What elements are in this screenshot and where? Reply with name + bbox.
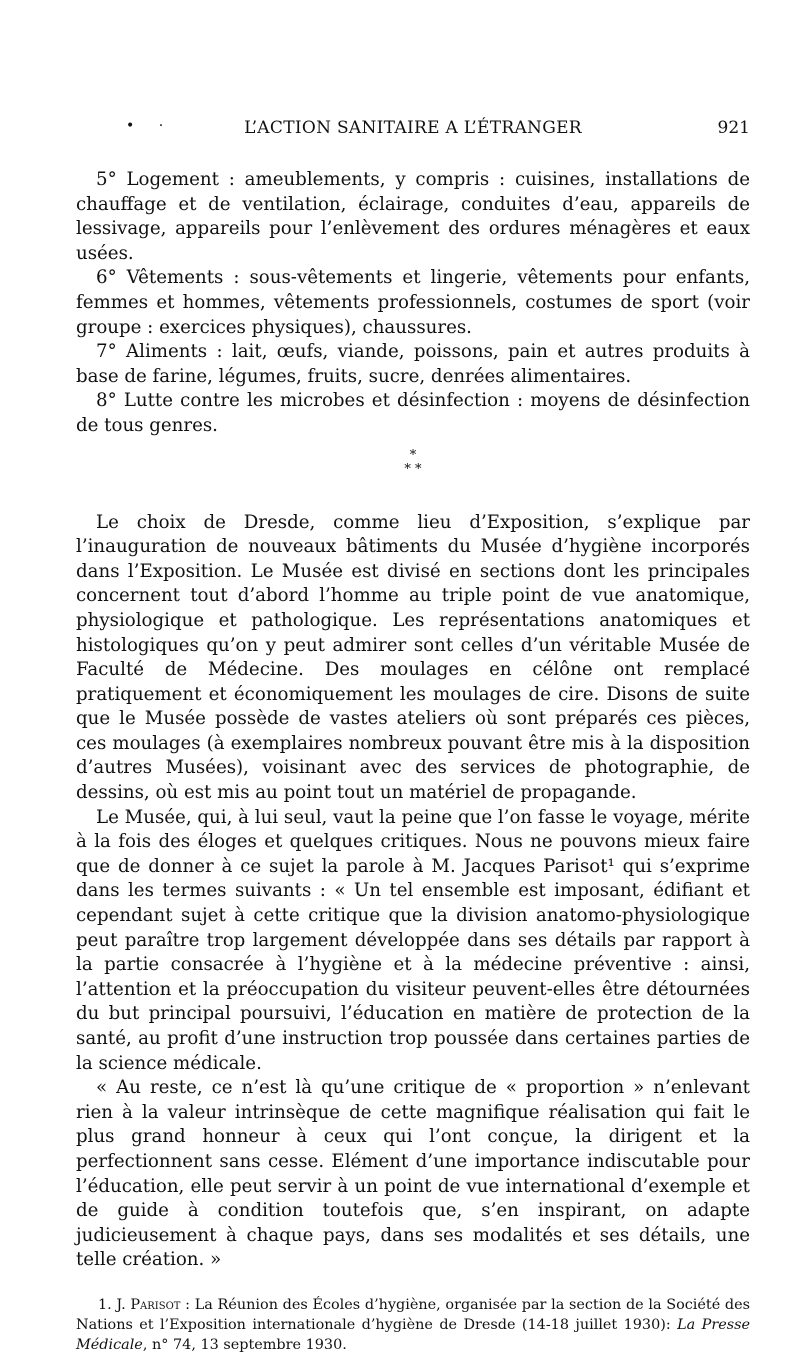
running-title: L’ACTION SANITAIRE A L’ÉTRANGER (244, 118, 582, 138)
section-separator (76, 449, 750, 485)
page-number: 921 (717, 118, 750, 138)
list-item: 8° Lutte contre les microbes et désinfection : moyens de désinfection de tous genres. (76, 390, 750, 436)
exhibit-groups-list (76, 168, 750, 439)
list-item: 6° Vêtements : sous-vêtements et lingerie, vêtements pour enfants, femmes et hommes, vêtements professionnels, costumes de sport (voir groupe : exercices physiques), chaussures. (76, 267, 750, 338)
header-marks: • · (126, 118, 174, 134)
document-page (76, 112, 750, 1355)
footnote-issue: , n° 74, 13 septembre 1930. (142, 1336, 347, 1353)
separator-bottom-stars: * * (404, 461, 422, 477)
paragraph: Le Musée, qui, à lui seul, vaut la peine que l’on fasse le voyage, mérite à la fois des éloges et quelques critiques. Nous ne pouvons mieux faire que de donner à ce sujet la parole à M. Jacques Parisot¹ qui s’exprime dans les termes suivants : « Un tel ensemble est imposant, édifiant et cependant sujet à cette critique que la division anatomo-physiologique peut paraître trop largement développée dans ses détails par rapport à la partie consacrée à l’hygiène et à la médecine préventive : ainsi, l’attention et la préoccupation du visiteur peuvent-elles être détournées du but principal poursuivi, l’éducation en matière de protection de la santé, au profit d’une instruction trop poussée dans certaines parties de la science médicale. (76, 806, 750, 1074)
paragraph: « Au reste, ce n’est là qu’une critique de « proportion » n’enlevant rien à la valeur intrinsèque de cette magnifique réalisation qui fait le plus grand honneur à ceux qui l’ont conçue, la dirigent et la perfectionnent sans cesse. Elément d’une importance indiscutable pour l’éducation, elle peut servir à un point de vue international d’exemple et de guide à condition toutefois que, s’en inspirant, on adapte judicieusement à chaque pays, dans ses modalités et ses détails, une telle création. » (76, 1077, 750, 1271)
footnote-body: : La Réunion des Écoles d’hygiène, organisée par la section de la Société des Nations et l’Exposition internationale d’hygiène de Dresde (14-18 juillet 1930): (76, 1296, 751, 1333)
list-item: 5° Logement : ameublements, y compris : cuisines, installations de chauffage et de ventilation, éclairage, conduites d’eau, appareils de lessivage, appareils pour l’enlèvement des ordures ménagères et eaux usées. (76, 169, 750, 264)
list-item: 7° Aliments : lait, œufs, viande, poissons, pain et autres produits à base de farine, légumes, fruits, sucre, denrées alimentaires. (76, 341, 750, 387)
separator-top-star: * (409, 447, 417, 463)
paragraph: Le choix de Dresde, comme lieu d’Exposition, s’explique par l’inauguration de nouveaux bâtiments du Musée d’hygiène incorporés dans l’Exposition. Le Musée est divisé en sections dont les principales concernent tout d’abord l’homme au triple point de vue anatomique, physiologique et pathologique. Les représentations anatomiques et histologiques qu’on y peut admirer sont celles d’un véritable Musée de Faculté de Médecine. Des moulages en célône ont remplacé pratiquement et économiquement les moulages de cire. Disons de suite que le Musée possède de vastes ateliers où sont préparés ces pièces, ces moulages (à exemplaires nombreux pouvant être mis à la disposition d’autres Musées), voisinant avec des services de photographie, de dessins, où est mis au point tout un matériel de propagande. (76, 511, 750, 804)
body-text (76, 511, 750, 1273)
running-header (76, 112, 750, 144)
footnote-journal: La Presse Médicale (76, 1316, 751, 1353)
footnote-author: Parisot (130, 1296, 181, 1313)
footnote-number: 1. J. (98, 1296, 126, 1313)
